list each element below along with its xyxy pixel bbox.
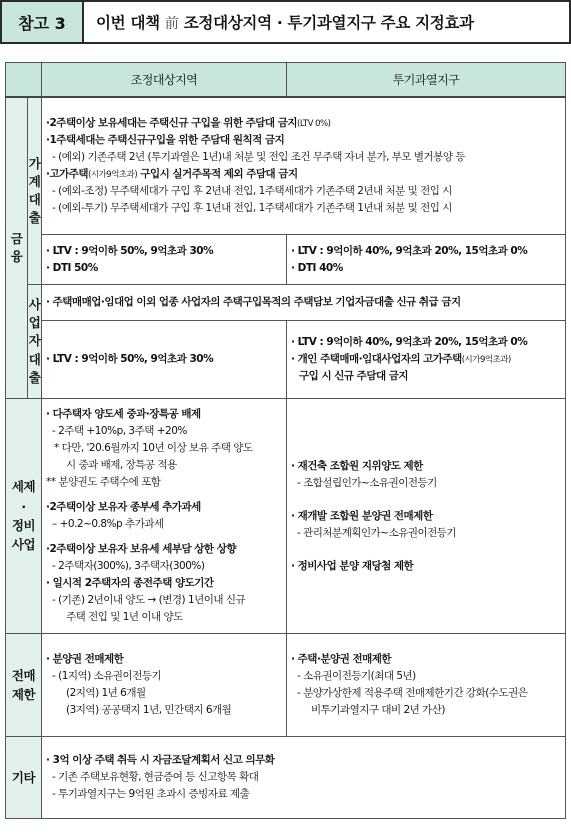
resale-speculation: · 주택·분양권 전매제한 - 소유권이전등기(최대 5년) - 분양가상한제 적용주택 전매제한기간 강화(수도권은 비투기과열지구 대비 2년 가산): [287, 634, 566, 737]
title-main: 조정대상지역 · 투기과열지구 주요 지정효과: [183, 14, 474, 32]
household-loan-speculation: · LTV : 9억이하 40%, 9억초과 20%, 15억초과 0% · DTI 40%: [287, 235, 566, 285]
business-loan-adjust: · LTV : 9억이하 50%, 9억초과 30%: [42, 321, 287, 399]
subcategory-business-loan: 사 업 자 대 출: [28, 285, 42, 399]
reference-tag: 참고 3: [2, 2, 84, 42]
table-row: [6, 97, 566, 235]
tax-adjust: · 다주택자 양도세 중과·장특공 배제 - 2주택 +10%p, 3주택 +20% * 다만, '20.6월까지 10년 이상 보유 주택 양도 시 중과 배제, 장특공 적용 ** 분양권도 주택수에 포함 ·2주택이상 보유자 종부세 추가과세 – +0.2~0.8%p 추가과세 ·2주택이상 보유자 보유세 세부담 상한 상향 - 2주택자(300%), 3주택자(300%) · 일시적 2주택자의 종전주택 양도기간 - (기존) 2년이내 양도 → (변경) 1년이내 신규 주택 전입 및 1년 이내 양도: [42, 399, 287, 634]
category-tax-redevelopment: 세제 · 정비 사업: [6, 399, 42, 634]
page-title: [84, 11, 569, 33]
resale-adjust: · 분양권 전매제한 - (1지역) 소유권이전등기 (2지역) 1년 6개월 (3지역) 공공택지 1년, 민간택지 6개월: [42, 634, 287, 737]
table-row: [6, 285, 566, 321]
title-hanja: 前: [164, 16, 179, 32]
title-bar: [0, 0, 571, 44]
designation-effects-table: [5, 62, 566, 819]
household-loan-common: ·2주택이상 보유세대는 주택신규 구입을 위한 주담대 금지(LTV 0%) ·1주택세대는 주택신규구입을 위한 주담대 원칙적 금지 - (예외) 기존주택 2년 (투기과열은 1년)내 처분 및 전입 조건 무주택 자녀 분가, 부모 별거봉양 등 ·고가주택(시가9억초과) 구입시 실거주목적 제외 주담대 금지 - (예외-조정) 무주택세대가 구입 후 2년내 전입, 1주택세대가 기존주택 2년내 처분 및 전입 시 - (예외-투기) 무주택세대가 구입 후 1년내 전입, 1주택세대가 기존주택 1년내 처분 및 전입 시: [42, 97, 566, 235]
table-row: [6, 235, 566, 285]
category-finance: 금 융: [6, 97, 28, 399]
table-row: [6, 399, 566, 634]
subcategory-household-loan: 가 계 대 출: [28, 97, 42, 285]
table-header-row: [6, 63, 566, 97]
table-row: [6, 737, 566, 819]
header-speculation-area: 투기과열지구: [287, 63, 566, 97]
table-row: [6, 634, 566, 737]
category-resale-restriction: 전매 제한: [6, 634, 42, 737]
other-common: · 3억 이상 주택 취득 시 자금조달계획서 신고 의무화 - 기존 주택보유현황, 현금증여 등 신고항목 확대 - 투기과열지구는 9억원 초과시 증빙자료 제출: [42, 737, 566, 819]
header-adjust-area: 조정대상지역: [42, 63, 287, 97]
header-corner: [6, 63, 42, 97]
business-loan-speculation: · LTV : 9억이하 40%, 9억초과 20%, 15억초과 0% · 개인 주택매매·임대사업자의 고가주택(시가9억초과) 구입 시 신규 주담대 금지: [287, 321, 566, 399]
business-loan-common: · 주택매매업·임대업 이외 업종 사업자의 주택구입목적의 주택담보 기업자금대출 신규 취급 금지: [42, 285, 566, 321]
table-row: [6, 321, 566, 399]
category-other: 기타: [6, 737, 42, 819]
title-prefix: 이번 대책: [96, 14, 160, 32]
household-loan-adjust: · LTV : 9억이하 50%, 9억초과 30% · DTI 50%: [42, 235, 287, 285]
tax-speculation: · 재건축 조합원 지위양도 제한 - 조합설립인가~소유권이전등기 · 재개발 조합원 분양권 전매제한 - 관리처분계획인가~소유권이전등기 · 정비사업 분양 재당첨 제한: [287, 399, 566, 634]
